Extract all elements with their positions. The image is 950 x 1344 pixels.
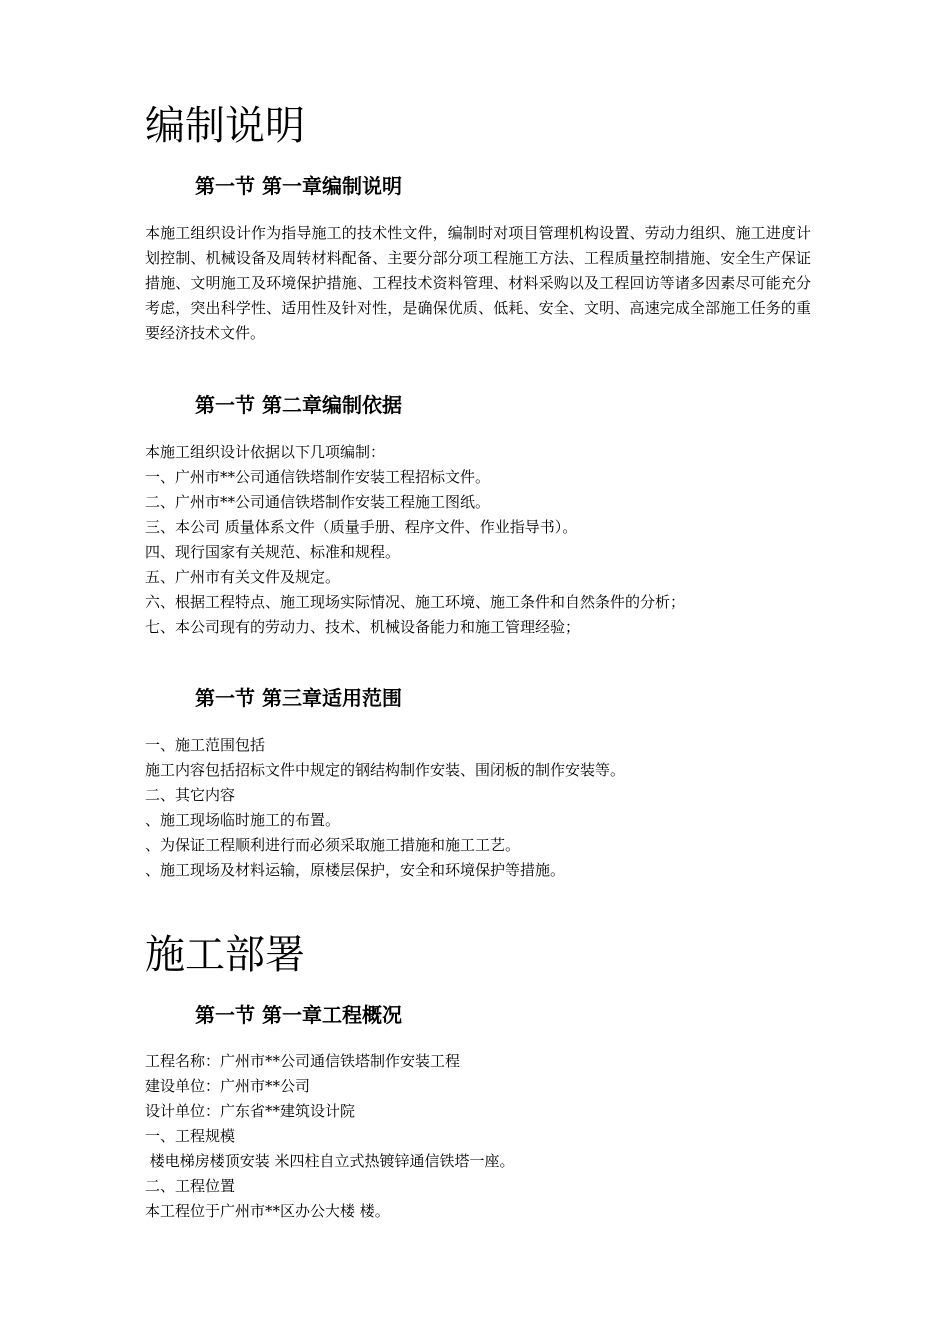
section-title-compilation: 编制说明 <box>145 103 305 149</box>
list-item: 楼电梯房楼顶安装 米四柱自立式热镀锌通信铁塔一座。 <box>145 1152 515 1170</box>
heading-compilation-notes: 第一节 第一章编制说明 <box>195 174 402 198</box>
paragraph-compilation-notes: 本施工组织设计作为指导施工的技术性文件，编制时对项目管理机构设置、劳动力组织、施工进度计划控制、机械设备及周转材料配备、主要分部分项工程施工方法、工程质量控制措施、安全生产保证措施、文明施工及环境保护措施、工程技术资料管理、材料采购以及工程回访等诸多因素尽可能充分考虑，突出科学性、适用性及针对性，是确保优质、低耗、安全、文明、高速完成全部施工任务的重要经济技术文件。 <box>145 224 811 342</box>
list-item: 一、工程规模 <box>145 1127 236 1145</box>
list-item: 六、根据工程特点、施工现场实际情况、施工环境、施工条件和自然条件的分析； <box>145 593 686 611</box>
list-item: 二、工程位置 <box>145 1177 236 1195</box>
list-item: 三、本公司 质量体系文件（质量手册、程序文件、作业指导书）。 <box>145 518 578 536</box>
list-project-overview <box>145 1049 825 1224</box>
list-scope <box>145 733 825 883</box>
list-item: 施工内容包括招标文件中规定的钢结构制作安装、围闭板的制作安装等。 <box>145 761 626 779</box>
list-item: 一、施工范围包括 <box>145 736 266 754</box>
list-item: 、施工现场及材料运输，原楼层保护，安全和环境保护等措施。 <box>145 861 566 879</box>
heading-scope: 第一节 第三章适用范围 <box>195 686 402 710</box>
list-item: 七、本公司现有的劳动力、技术、机械设备能力和施工管理经验； <box>145 618 581 636</box>
list-item: 设计单位：广东省**建筑设计院 <box>145 1102 356 1120</box>
list-item: 二、广州市**公司通信铁塔制作安装工程施工图纸。 <box>145 493 491 511</box>
heading-compilation-basis: 第一节 第二章编制依据 <box>195 393 402 417</box>
list-item: 工程名称：广州市**公司通信铁塔制作安装工程 <box>145 1052 461 1070</box>
list-item: 四、现行国家有关规范、标准和规程。 <box>145 543 401 561</box>
list-item: 本施工组织设计依据以下几项编制： <box>145 443 386 461</box>
list-compilation-basis <box>145 440 825 640</box>
heading-project-overview: 第一节 第一章工程概况 <box>195 1003 402 1027</box>
list-item: 二、其它内容 <box>145 786 236 804</box>
section-title-deployment: 施工部署 <box>145 932 305 978</box>
list-item: 、为保证工程顺利进行而必须采取施工措施和施工工艺。 <box>145 836 521 854</box>
list-item: 本工程位于广州市**区办公大楼 楼。 <box>145 1202 390 1220</box>
list-item: 五、广州市有关文件及规定。 <box>145 568 341 586</box>
list-item: 、施工现场临时施工的布置。 <box>145 811 341 829</box>
list-item: 一、广州市**公司通信铁塔制作安装工程招标文件。 <box>145 468 491 486</box>
list-item: 建设单位：广州市**公司 <box>145 1077 311 1095</box>
